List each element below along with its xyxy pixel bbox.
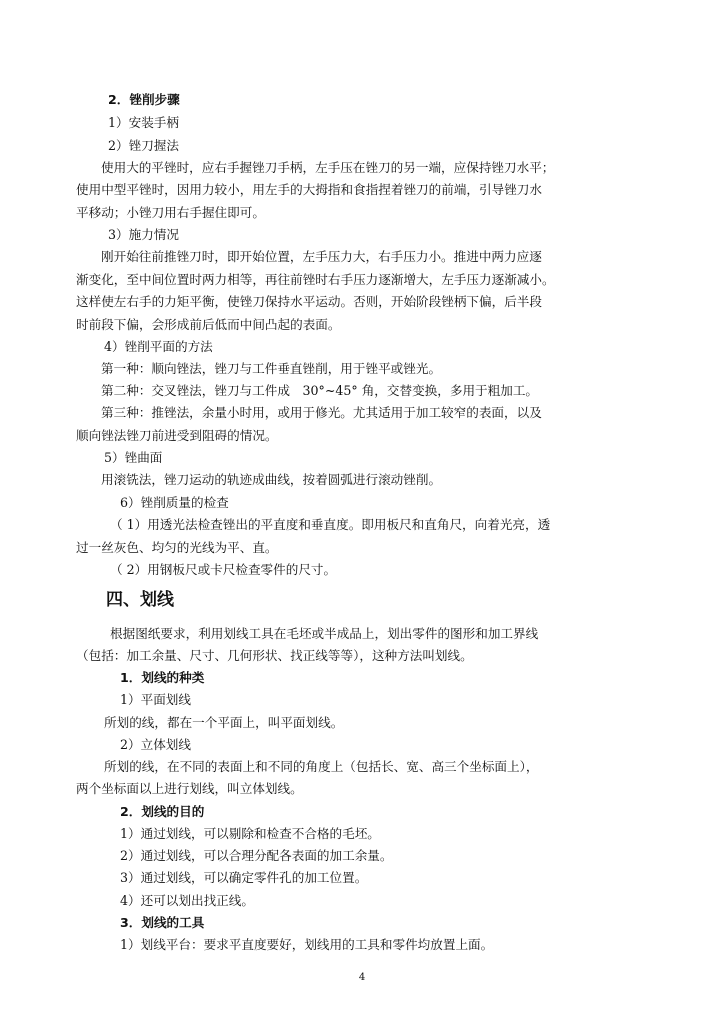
intro-paragraph-line: 根据图纸要求，利用划线工具在毛坯或半成品上，划出零件的图形和加工界线 — [110, 626, 539, 641]
quality-check-1-line: 过一丝灰色、均匀的光线为平、直。 — [76, 540, 278, 555]
page-number: 4 — [358, 972, 366, 983]
force-paragraph-line: 刚开始往前推锉刀时，即开始位置，左手压力大，右手压力小。推进中两力应逐 — [101, 249, 542, 264]
force-paragraph-line: 渐变化，至中间位置时两力相等，再往前锉时右手压力逐渐增大，左手压力逐渐减小。 — [76, 272, 555, 287]
type-2: 2）立体划线 — [120, 737, 191, 752]
purpose-3: 3）通过划线，可以确定零件孔的加工位置。 — [120, 870, 368, 885]
grip-paragraph-line: 平移动；小锉刀用右手握住即可。 — [76, 205, 265, 220]
method-2: 第二种：交叉锉法，锉刀与工件成 30°~45° 角，交替变换，多用于粗加工。 — [101, 383, 539, 398]
method-1: 第一种：顺向锉法，锉刀与工件垂直锉削，用于锉平或锉光。 — [101, 361, 442, 376]
quality-check-2: （ 2）用钢板尺或卡尺检查零件的尺寸。 — [110, 562, 337, 577]
quality-check-1-line: （ 1）用透光法检查锉出的平直度和垂直度。即用板尺和直角尺，向着光亮，透 — [110, 517, 551, 532]
heading-tools: 3．划线的工具 — [120, 915, 205, 930]
section-title: 四、划线 — [106, 590, 174, 610]
heading-purpose: 2．划线的目的 — [120, 804, 205, 819]
type-1: 1）平面划线 — [120, 692, 191, 707]
item-grip: 2）锉刀握法 — [108, 138, 179, 153]
item-quality: 6）锉削质量的检查 — [120, 495, 229, 510]
method-3-line: 顺向锉法锉刀前进受到阻碍的情况。 — [76, 428, 278, 443]
method-3-line: 第三种：推锉法，余量小时用，或用于修光。尤其适用于加工较窄的表面，以及 — [101, 405, 542, 420]
type-2-description-line: 所划的线，在不同的表面上和不同的角度上（包括长、宽、高三个坐标面上）， — [104, 759, 539, 774]
type-1-description: 所划的线，都在一个平面上，叫平面划线。 — [104, 715, 344, 730]
force-paragraph-line: 时前段下偏，会形成前后低而中间凸起的表面。 — [76, 317, 341, 332]
purpose-1: 1）通过划线，可以剔除和检查不合格的毛坯。 — [120, 826, 380, 841]
tool-1: 1）划线平台：要求平直度要好，划线用的工具和零件均放置上面。 — [120, 937, 494, 952]
grip-paragraph-line: 使用大的平锉时，应右手握锉刀手柄，左手压在锉刀的另一端，应保持锉刀水平； — [101, 160, 555, 175]
purpose-2: 2）通过划线，可以合理分配各表面的加工余量。 — [120, 848, 393, 863]
purpose-4: 4）还可以划出找正线。 — [120, 893, 254, 908]
heading-filing-steps: 2．锉削步骤 — [108, 92, 180, 107]
grip-paragraph-line: 使用中型平锉时，因用力较小，用左手的大拇指和食指捏着锉刀的前端，引导锉刀水 — [76, 182, 542, 197]
item-methods: 4）锉削平面的方法 — [104, 339, 213, 354]
type-2-description-line: 两个坐标面以上进行划线，叫立体划线。 — [76, 781, 303, 796]
item-curved: 5）锉曲面 — [104, 450, 163, 465]
force-paragraph-line: 这样使左右手的力矩平衡，使锉刀保持水平运动。否则，开始阶段锉柄下偏，后半段 — [76, 294, 542, 309]
curved-paragraph: 用滚铣法，锉刀运动的轨迹成曲线，按着圆弧进行滚动锉削。 — [101, 472, 442, 487]
intro-paragraph-line: （包括：加工余量、尺寸、几何形状、找正线等等），这种方法叫划线。 — [76, 648, 473, 663]
item-force: 3）施力情况 — [108, 227, 179, 242]
item-install-handle: 1）安装手柄 — [108, 115, 179, 130]
heading-types: 1．划线的种类 — [120, 670, 205, 685]
